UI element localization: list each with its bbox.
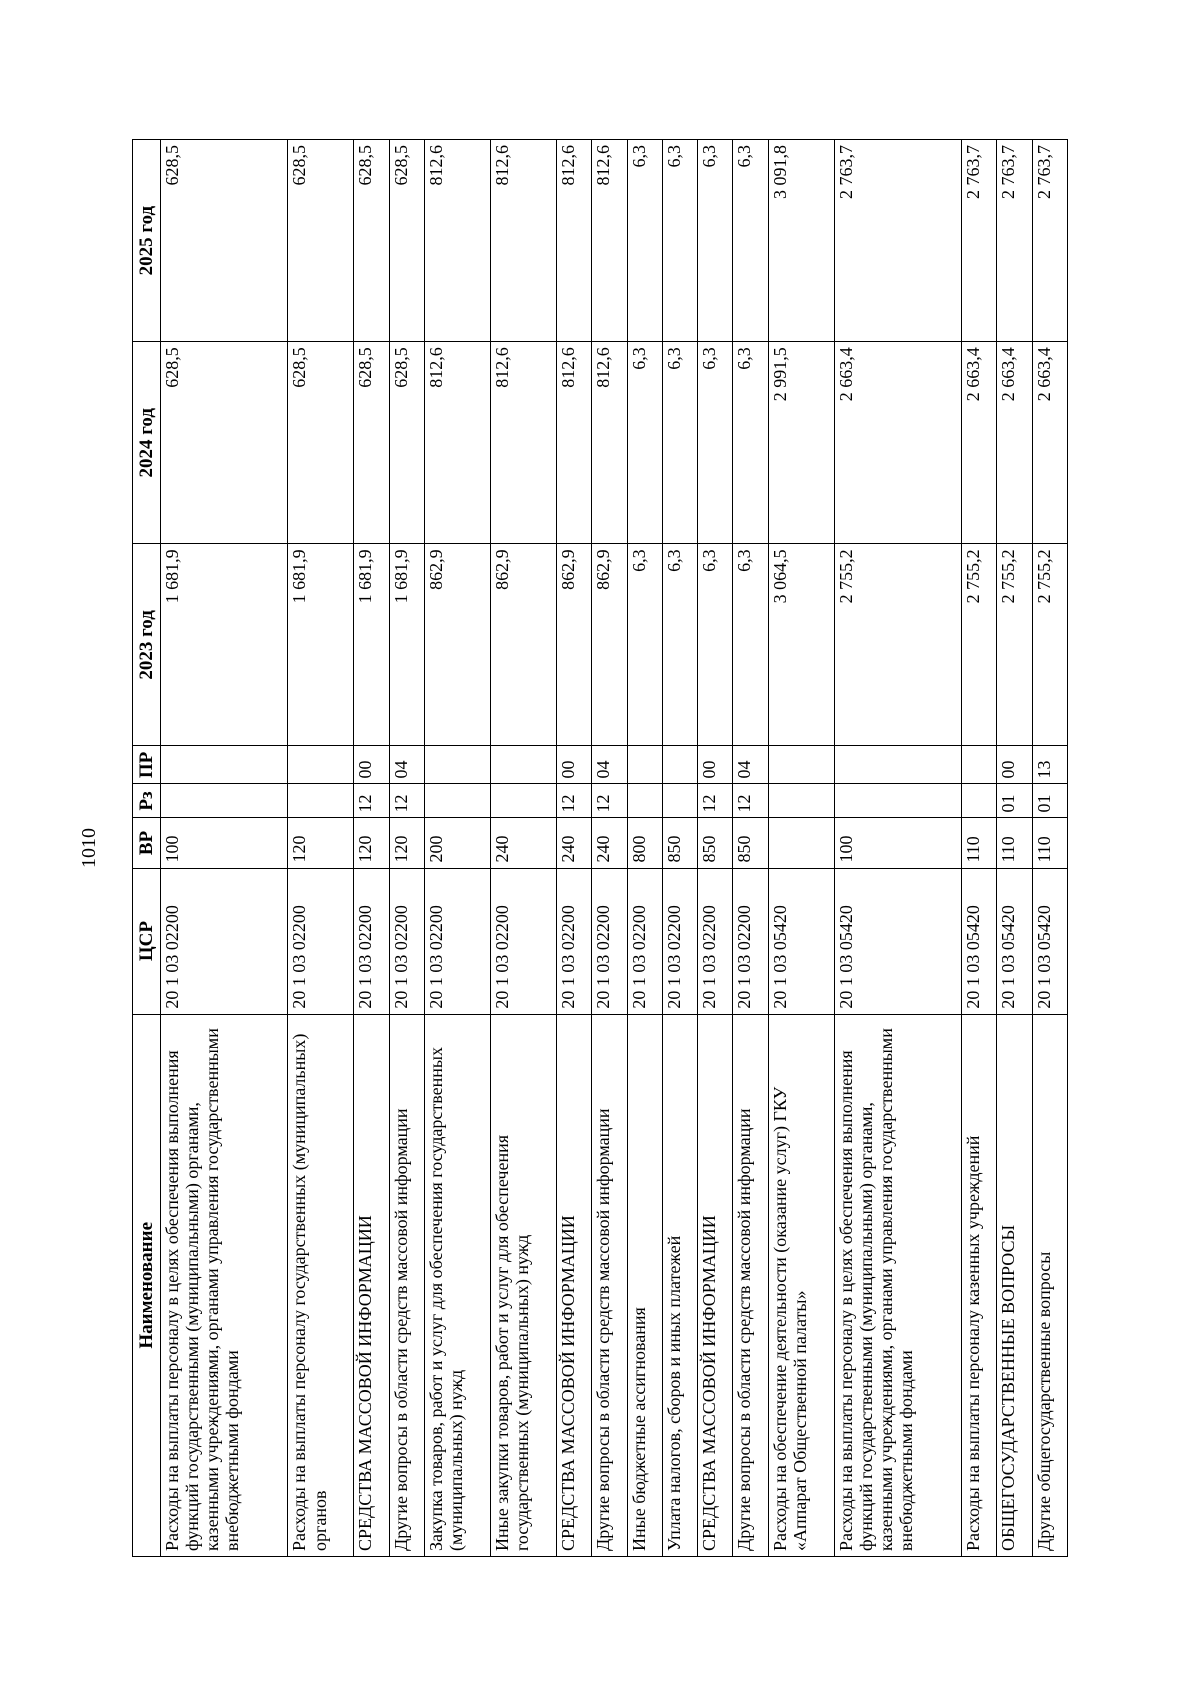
- table-row: [997, 140, 1032, 1557]
- table-row: [556, 140, 591, 1557]
- row-vr: 110: [962, 818, 997, 868]
- row-vr: 850: [698, 818, 733, 868]
- row-2025: 6,3: [662, 140, 697, 342]
- row-name: Иные бюджетные ассигнования: [627, 1014, 662, 1556]
- table-row: [698, 140, 733, 1557]
- row-name: СРЕДСТВА МАССОВОЙ ИНФОРМАЦИИ: [698, 1014, 733, 1556]
- row-name: Расходы на выплаты персоналу в целях обеспечения выполнения функций государственными (муниципальными) органами, казенными учреждениями, органами управления государственными внебюджетными фондами: [834, 1014, 961, 1556]
- row-csr: 20 1 03 02200: [698, 868, 733, 1014]
- row-rz: 01: [1032, 784, 1067, 818]
- row-csr: 20 1 03 02200: [592, 868, 627, 1014]
- table-row: [768, 140, 834, 1557]
- row-2023: 862,9: [490, 544, 556, 746]
- header-csr: ЦСР: [133, 868, 161, 1014]
- row-2025: 812,6: [592, 140, 627, 342]
- row-pr: [834, 746, 961, 784]
- row-vr: 200: [424, 818, 490, 868]
- table-row: [592, 140, 627, 1557]
- row-2023: 1 681,9: [389, 544, 424, 746]
- row-2025: 812,6: [490, 140, 556, 342]
- row-name: СРЕДСТВА МАССОВОЙ ИНФОРМАЦИИ: [354, 1014, 389, 1556]
- header-rz: Рз: [133, 784, 161, 818]
- row-vr: 120: [389, 818, 424, 868]
- row-2024: 6,3: [698, 342, 733, 544]
- row-csr: 20 1 03 05420: [1032, 868, 1067, 1014]
- budget-table: [132, 139, 1068, 1557]
- row-rz: 12: [698, 784, 733, 818]
- row-2025: 628,5: [288, 140, 354, 342]
- row-2023: 6,3: [627, 544, 662, 746]
- row-vr: 110: [1032, 818, 1067, 868]
- row-2023: 3 064,5: [768, 544, 834, 746]
- row-2023: 1 681,9: [354, 544, 389, 746]
- row-name: Закупка товаров, работ и услуг для обеспечения государственных (муниципальных) нужд: [424, 1014, 490, 1556]
- row-name: Другие вопросы в области средств массовой информации: [592, 1014, 627, 1556]
- row-2025: 2 763,7: [1032, 140, 1067, 342]
- row-2023: 862,9: [556, 544, 591, 746]
- row-2025: 2 763,7: [834, 140, 961, 342]
- row-2025: 812,6: [556, 140, 591, 342]
- row-vr: 240: [592, 818, 627, 868]
- row-2024: 2 663,4: [834, 342, 961, 544]
- row-csr: 20 1 03 05420: [834, 868, 961, 1014]
- row-2024: 2 663,4: [1032, 342, 1067, 544]
- row-2023: 1 681,9: [288, 544, 354, 746]
- row-pr: 00: [698, 746, 733, 784]
- table-row: [424, 140, 490, 1557]
- row-2024: 6,3: [662, 342, 697, 544]
- page-number: 1010: [78, 828, 100, 868]
- row-2024: 2 663,4: [962, 342, 997, 544]
- table-row: [834, 140, 961, 1557]
- row-2023: 6,3: [662, 544, 697, 746]
- row-2024: 6,3: [733, 342, 768, 544]
- row-pr: [490, 746, 556, 784]
- row-rz: 12: [592, 784, 627, 818]
- row-rz: [768, 784, 834, 818]
- row-2024: 812,6: [592, 342, 627, 544]
- header-2023: 2023 год: [133, 544, 161, 746]
- table-row: [354, 140, 389, 1557]
- row-vr: 100: [161, 818, 288, 868]
- row-pr: [161, 746, 288, 784]
- row-2023: 862,9: [424, 544, 490, 746]
- row-csr: 20 1 03 05420: [768, 868, 834, 1014]
- row-2025: 2 763,7: [997, 140, 1032, 342]
- table-header-row: [133, 140, 161, 1557]
- header-name: Наименование: [133, 1014, 161, 1556]
- row-rz: 12: [556, 784, 591, 818]
- row-rz: [962, 784, 997, 818]
- row-2025: 628,5: [354, 140, 389, 342]
- row-2025: 628,5: [389, 140, 424, 342]
- row-2024: 2 663,4: [997, 342, 1032, 544]
- row-vr: 240: [556, 818, 591, 868]
- row-csr: 20 1 03 02200: [161, 868, 288, 1014]
- row-2025: 6,3: [627, 140, 662, 342]
- row-pr: 04: [389, 746, 424, 784]
- row-pr: 00: [556, 746, 591, 784]
- header-pr: ПР: [133, 746, 161, 784]
- row-vr: [768, 818, 834, 868]
- row-2023: 6,3: [698, 544, 733, 746]
- rotated-table-container: [132, 139, 1068, 1557]
- row-csr: 20 1 03 02200: [662, 868, 697, 1014]
- row-2024: 812,6: [556, 342, 591, 544]
- row-pr: [962, 746, 997, 784]
- row-2023: 2 755,2: [962, 544, 997, 746]
- row-name: Уплата налогов, сборов и иных платежей: [662, 1014, 697, 1556]
- row-pr: [288, 746, 354, 784]
- row-rz: 12: [733, 784, 768, 818]
- row-name: Расходы на выплаты персоналу в целях обеспечения выполнения функций государственными (муниципальными) органами, казенными учреждениями, органами управления государственными внебюджетными фондами: [161, 1014, 288, 1556]
- table-row: [733, 140, 768, 1557]
- row-rz: [627, 784, 662, 818]
- row-2025: 6,3: [698, 140, 733, 342]
- row-csr: 20 1 03 02200: [389, 868, 424, 1014]
- row-rz: [834, 784, 961, 818]
- row-2025: 2 763,7: [962, 140, 997, 342]
- row-2024: 628,5: [354, 342, 389, 544]
- header-2025: 2025 год: [133, 140, 161, 342]
- row-vr: 120: [354, 818, 389, 868]
- row-pr: 04: [592, 746, 627, 784]
- row-vr: 110: [997, 818, 1032, 868]
- row-name: Другие вопросы в области средств массовой информации: [389, 1014, 424, 1556]
- row-2025: 812,6: [424, 140, 490, 342]
- row-2023: 2 755,2: [997, 544, 1032, 746]
- row-2023: 6,3: [733, 544, 768, 746]
- row-2024: 628,5: [389, 342, 424, 544]
- row-2025: 6,3: [733, 140, 768, 342]
- row-pr: [768, 746, 834, 784]
- row-pr: [627, 746, 662, 784]
- row-2023: 2 755,2: [834, 544, 961, 746]
- row-2024: 812,6: [490, 342, 556, 544]
- row-rz: [161, 784, 288, 818]
- row-csr: 20 1 03 02200: [424, 868, 490, 1014]
- row-name: Иные закупки товаров, работ и услуг для обеспечения государственных (муниципальных) нужд: [490, 1014, 556, 1556]
- row-name: Расходы на выплаты персоналу казенных учреждений: [962, 1014, 997, 1556]
- row-rz: [662, 784, 697, 818]
- row-pr: 13: [1032, 746, 1067, 784]
- row-name: Расходы на обеспечение деятельности (оказание услуг) ГКУ «Аппарат Общественной палаты»: [768, 1014, 834, 1556]
- row-2024: 6,3: [627, 342, 662, 544]
- row-csr: 20 1 03 02200: [288, 868, 354, 1014]
- row-2023: 862,9: [592, 544, 627, 746]
- row-name: ОБЩЕГОСУДАРСТВЕННЫЕ ВОПРОСЫ: [997, 1014, 1032, 1556]
- row-rz: 12: [389, 784, 424, 818]
- row-csr: 20 1 03 02200: [627, 868, 662, 1014]
- row-2023: 2 755,2: [1032, 544, 1067, 746]
- table-row: [490, 140, 556, 1557]
- row-csr: 20 1 03 02200: [490, 868, 556, 1014]
- table-row: [962, 140, 997, 1557]
- row-name: Другие вопросы в области средств массовой информации: [733, 1014, 768, 1556]
- row-csr: 20 1 03 05420: [997, 868, 1032, 1014]
- row-csr: 20 1 03 05420: [962, 868, 997, 1014]
- row-vr: 100: [834, 818, 961, 868]
- row-pr: 04: [733, 746, 768, 784]
- table-row: [288, 140, 354, 1557]
- row-2025: 3 091,8: [768, 140, 834, 342]
- row-2024: 2 991,5: [768, 342, 834, 544]
- table-body: [161, 140, 1068, 1557]
- row-2023: 1 681,9: [161, 544, 288, 746]
- row-vr: 850: [662, 818, 697, 868]
- row-rz: [490, 784, 556, 818]
- row-vr: 850: [733, 818, 768, 868]
- row-2024: 628,5: [288, 342, 354, 544]
- row-name: Другие общегосударственные вопросы: [1032, 1014, 1067, 1556]
- row-rz: 12: [354, 784, 389, 818]
- table-row: [627, 140, 662, 1557]
- row-vr: 800: [627, 818, 662, 868]
- row-vr: 240: [490, 818, 556, 868]
- row-2025: 628,5: [161, 140, 288, 342]
- header-vr: ВР: [133, 818, 161, 868]
- row-vr: 120: [288, 818, 354, 868]
- row-rz: 01: [997, 784, 1032, 818]
- row-pr: [424, 746, 490, 784]
- table-row: [161, 140, 288, 1557]
- row-2024: 812,6: [424, 342, 490, 544]
- row-pr: 00: [354, 746, 389, 784]
- row-2024: 628,5: [161, 342, 288, 544]
- row-csr: 20 1 03 02200: [733, 868, 768, 1014]
- row-pr: [662, 746, 697, 784]
- header-2024: 2024 год: [133, 342, 161, 544]
- row-csr: 20 1 03 02200: [556, 868, 591, 1014]
- row-name: СРЕДСТВА МАССОВОЙ ИНФОРМАЦИИ: [556, 1014, 591, 1556]
- table-row: [662, 140, 697, 1557]
- row-rz: [424, 784, 490, 818]
- row-rz: [288, 784, 354, 818]
- row-csr: 20 1 03 02200: [354, 868, 389, 1014]
- table-row: [389, 140, 424, 1557]
- row-name: Расходы на выплаты персоналу государственных (муниципальных) органов: [288, 1014, 354, 1556]
- row-pr: 00: [997, 746, 1032, 784]
- table-row: [1032, 140, 1067, 1557]
